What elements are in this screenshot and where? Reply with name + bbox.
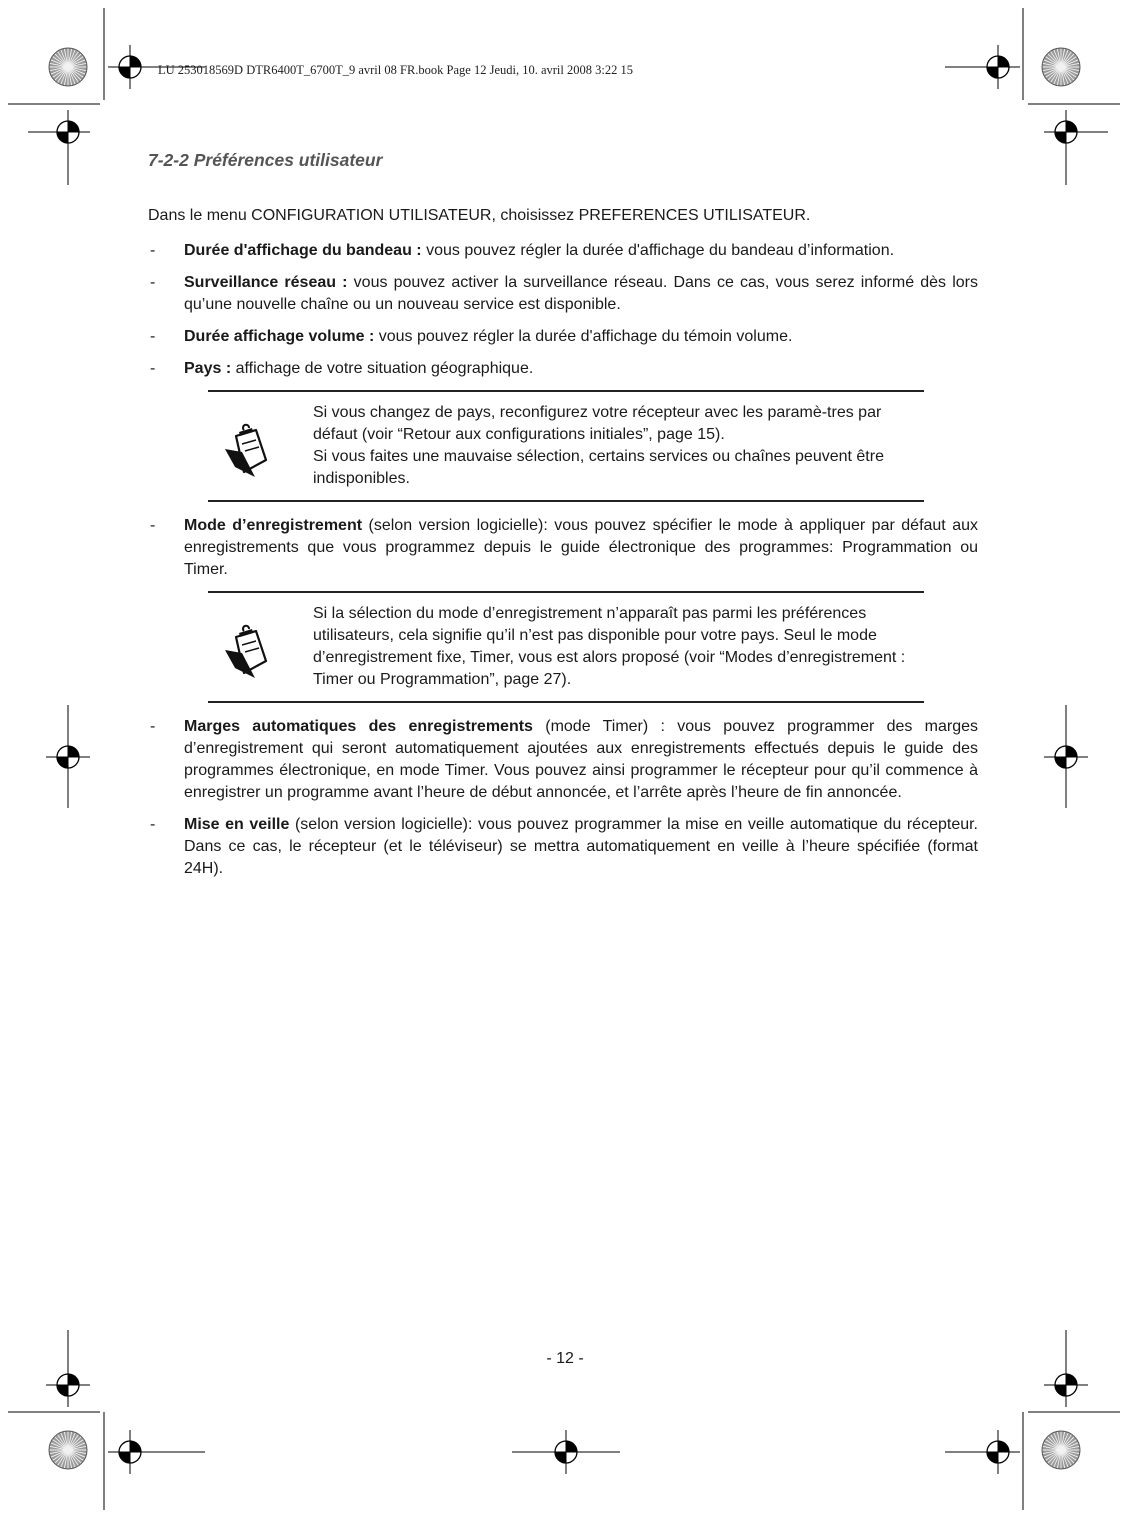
bullet-dash: - xyxy=(150,242,156,259)
item-text: : vous pouvez spécifier le mode à appliquer par défaut aux enregistrements que vous programmez depuis le guide électronique des programmes: Programmation ou Timer. xyxy=(184,517,979,578)
list-item xyxy=(148,272,978,316)
item-term: Pays : xyxy=(184,360,232,377)
item-term: Durée affichage volume : xyxy=(184,328,375,345)
note-box xyxy=(208,390,924,502)
list-item xyxy=(148,515,978,581)
item-term: Mise en veille xyxy=(184,816,290,833)
item-qualifier: (mode Timer) xyxy=(532,718,661,735)
bullet-dash: - xyxy=(150,718,156,735)
list-item xyxy=(148,814,978,880)
note-text: Si vous changez de pays, reconfigurez votre récepteur avec les paramè-tres par défaut (voir “Retour aux configurations initiales”, page 15). xyxy=(313,404,882,443)
note-text: Si vous faites une mauvaise sélection, certains services ou chaînes peuvent être indisponibles. xyxy=(313,448,884,487)
item-term: Mode d’enregistrement xyxy=(184,517,363,534)
item-term: Surveillance réseau : xyxy=(184,274,348,291)
item-text: : vous pouvez programmer la mise en veille automatique du récepteur. Dans ce cas, le récepteur (et le téléviseur) se mettra automatiquement en veille à l’heure spécifiée (format 24H). xyxy=(184,816,979,877)
item-qualifier: (selon version logicielle) xyxy=(289,816,468,833)
bullet-dash: - xyxy=(150,360,156,377)
item-term: Marges automatiques des enregistrements xyxy=(184,718,533,735)
bullet-dash: - xyxy=(150,328,156,345)
bullet-dash: - xyxy=(150,274,156,291)
bullet-dash: - xyxy=(150,517,156,534)
intro-paragraph: Dans le menu CONFIGURATION UTILISATEUR, choisissez PREFERENCES UTILISATEUR. xyxy=(148,207,811,224)
print-slug: LU 253018569D DTR6400T_6700T_9 avril 08 FR.book Page 12 Jeudi, 10. avril 2008 3:22 15 xyxy=(158,63,633,77)
item-term: Durée d'affichage du bandeau : xyxy=(184,242,422,259)
list-item xyxy=(148,240,978,262)
item-qualifier: (selon version logicielle) xyxy=(362,517,544,534)
note-clipboard-icon xyxy=(222,422,272,478)
note-text: Si la sélection du mode d’enregistrement n’apparaît pas parmi les préférences utilisateurs, cela signifie qu’il n’est pas disponible pour votre pays. Seul le mode d’enregistrement fixe, Timer, vous est alors proposé (voir “Modes d’enregistrement : Timer ou Programmation”, page 27). xyxy=(313,605,906,688)
note-box xyxy=(208,591,924,703)
page-number: - 12 - xyxy=(546,1350,584,1367)
section-title: 7-2-2 Préférences utilisateur xyxy=(148,150,383,170)
list-item xyxy=(148,326,978,348)
note-clipboard-icon xyxy=(222,623,272,679)
bullet-dash: - xyxy=(150,816,156,833)
preferences-list xyxy=(148,240,978,890)
item-text: : vous pouvez programmer des marges d’enregistrement qui seront automatiquement ajoutées aux enregistrements effectués depuis le guide des programmes électronique, en mode Timer. Vous pouvez ainsi programmer le récepteur pour qu’il commence à enregistrer un programme avant l’heure de début annoncée, et l’arrête après l’heure de fin annoncée. xyxy=(184,718,979,801)
list-item xyxy=(148,358,978,380)
item-text: vous pouvez régler la durée d'affichage du témoin volume. xyxy=(374,328,793,345)
list-item xyxy=(148,716,978,804)
item-text: affichage de votre situation géographique. xyxy=(231,360,534,377)
item-text: vous pouvez activer la surveillance réseau. Dans ce cas, vous serez informé dès lors qu’une nouvelle chaîne ou un nouveau service est disponible. xyxy=(184,274,978,313)
item-text: vous pouvez régler la durée d'affichage du bandeau d’information. xyxy=(421,242,895,259)
